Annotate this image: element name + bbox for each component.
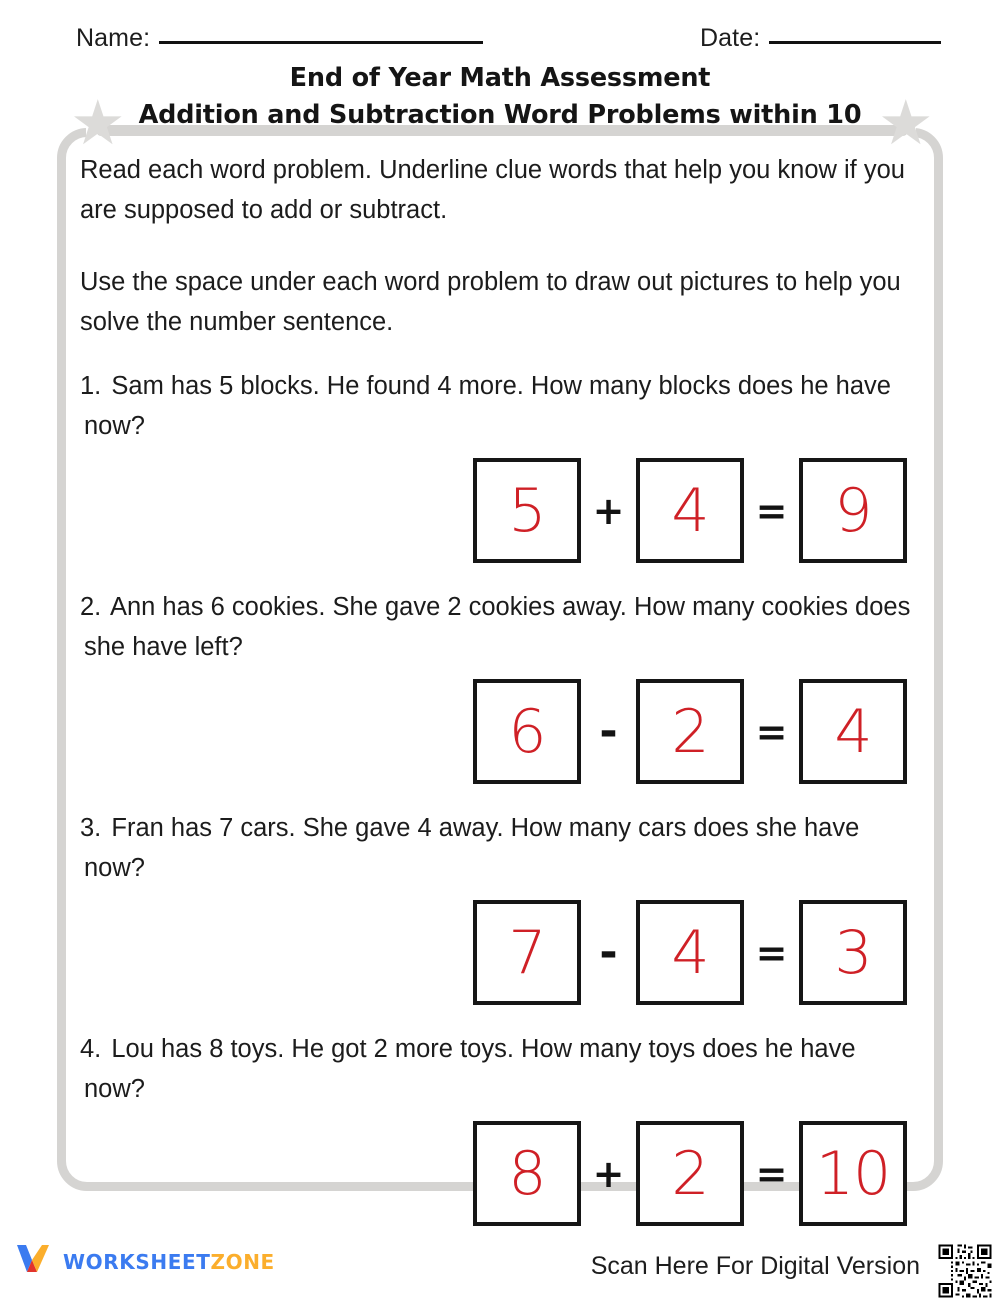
answer-operand-b: 2 [671,1138,709,1209]
plus-icon: + [592,488,625,533]
instruction-2: Use the space under each word problem to draw out pictures to help you solve the number sentence. [80,268,901,336]
equation-box-operand-a[interactable] [473,1121,581,1226]
worksheet-body [80,150,935,1226]
equation-box-operand-a[interactable] [473,900,581,1005]
problem-text [80,587,914,667]
title-line-1: End of Year Math Assessment [289,63,711,93]
equation-row [80,900,935,1005]
answer-result: 9 [834,475,872,546]
answer-result: 10 [815,1138,891,1209]
minus-icon: - [599,926,618,978]
answer-operand-b: 4 [671,917,709,988]
problem-item [80,1029,935,1226]
name-label: Name: [76,24,151,52]
date-label: Date: [700,24,761,52]
problem-number: 2. [80,593,102,621]
answer-operand-b: 4 [671,475,709,546]
equation-box-operand-b[interactable] [636,900,744,1005]
qr-code-icon[interactable] [934,1240,996,1302]
equation-box-result[interactable] [799,1121,907,1226]
problem-number: 1. [80,372,102,400]
name-write-line[interactable] [159,41,483,44]
equation-box-operand-a[interactable] [473,458,581,563]
logo-text [63,1250,275,1274]
problem-statement: Fran has 7 cars. She gave 4 away. How many cars does she have now? [84,814,860,882]
equals-icon: = [755,709,788,754]
equals-icon: = [755,1151,788,1196]
answer-operand-b: 2 [671,696,709,767]
star-left-icon: ★ [70,86,126,159]
answer-result: 3 [834,917,872,988]
plus-icon: + [592,1151,625,1196]
answer-operand-a: 5 [508,475,546,546]
problem-text [80,366,914,446]
title-line-2: Addition and Subtraction Word Problems within 10 [138,100,862,130]
instruction-1: Read each word problem. Underline clue words that help you know if you are supposed to add or subtract. [80,156,905,224]
equation-box-result[interactable] [799,679,907,784]
problem-number: 4. [80,1035,102,1063]
equals-icon: = [755,488,788,533]
minus-icon: - [599,705,618,757]
problem-text [80,808,914,888]
problem-text [80,1029,914,1109]
answer-result: 4 [834,696,872,767]
answer-operand-a: 6 [508,696,546,767]
equation-box-operand-b[interactable] [636,1121,744,1226]
date-field [700,24,941,53]
problem-statement: Lou has 8 toys. He got 2 more toys. How many toys does he have now? [84,1035,856,1103]
worksheet-zone-logo[interactable] [14,1242,275,1281]
star-right-icon: ★ [878,86,934,159]
equation-box-operand-b[interactable] [636,458,744,563]
answer-operand-a: 8 [508,1138,546,1209]
problem-number: 3. [80,814,102,842]
problem-item [80,808,935,1005]
name-field [76,24,483,53]
problem-item [80,587,935,784]
equation-box-operand-b[interactable] [636,679,744,784]
answer-operand-a: 7 [508,917,546,988]
scan-here-label: Scan Here For Digital Version [590,1252,920,1280]
name-date-row [0,24,1000,64]
equation-box-operand-a[interactable] [473,679,581,784]
logo-v-mark-icon [14,1242,54,1281]
equation-box-result[interactable] [799,458,907,563]
equation-row [80,679,935,784]
page-title [0,60,1000,134]
logo-word-zone: ZONE [210,1249,275,1274]
equation-row [80,458,935,563]
instruction-spacer [80,230,935,262]
problem-item [80,366,935,563]
equals-icon: = [755,930,788,975]
equation-row [80,1121,935,1226]
problem-statement: Ann has 6 cookies. She gave 2 cookies away. How many cookies does she have left? [84,593,911,661]
equation-box-result[interactable] [799,900,907,1005]
logo-word-worksheet: WORKSHEET [63,1249,211,1274]
date-write-line[interactable] [769,41,941,44]
problem-statement: Sam has 5 blocks. He found 4 more. How many blocks does he have now? [84,372,891,440]
page-footer [0,1238,1000,1294]
